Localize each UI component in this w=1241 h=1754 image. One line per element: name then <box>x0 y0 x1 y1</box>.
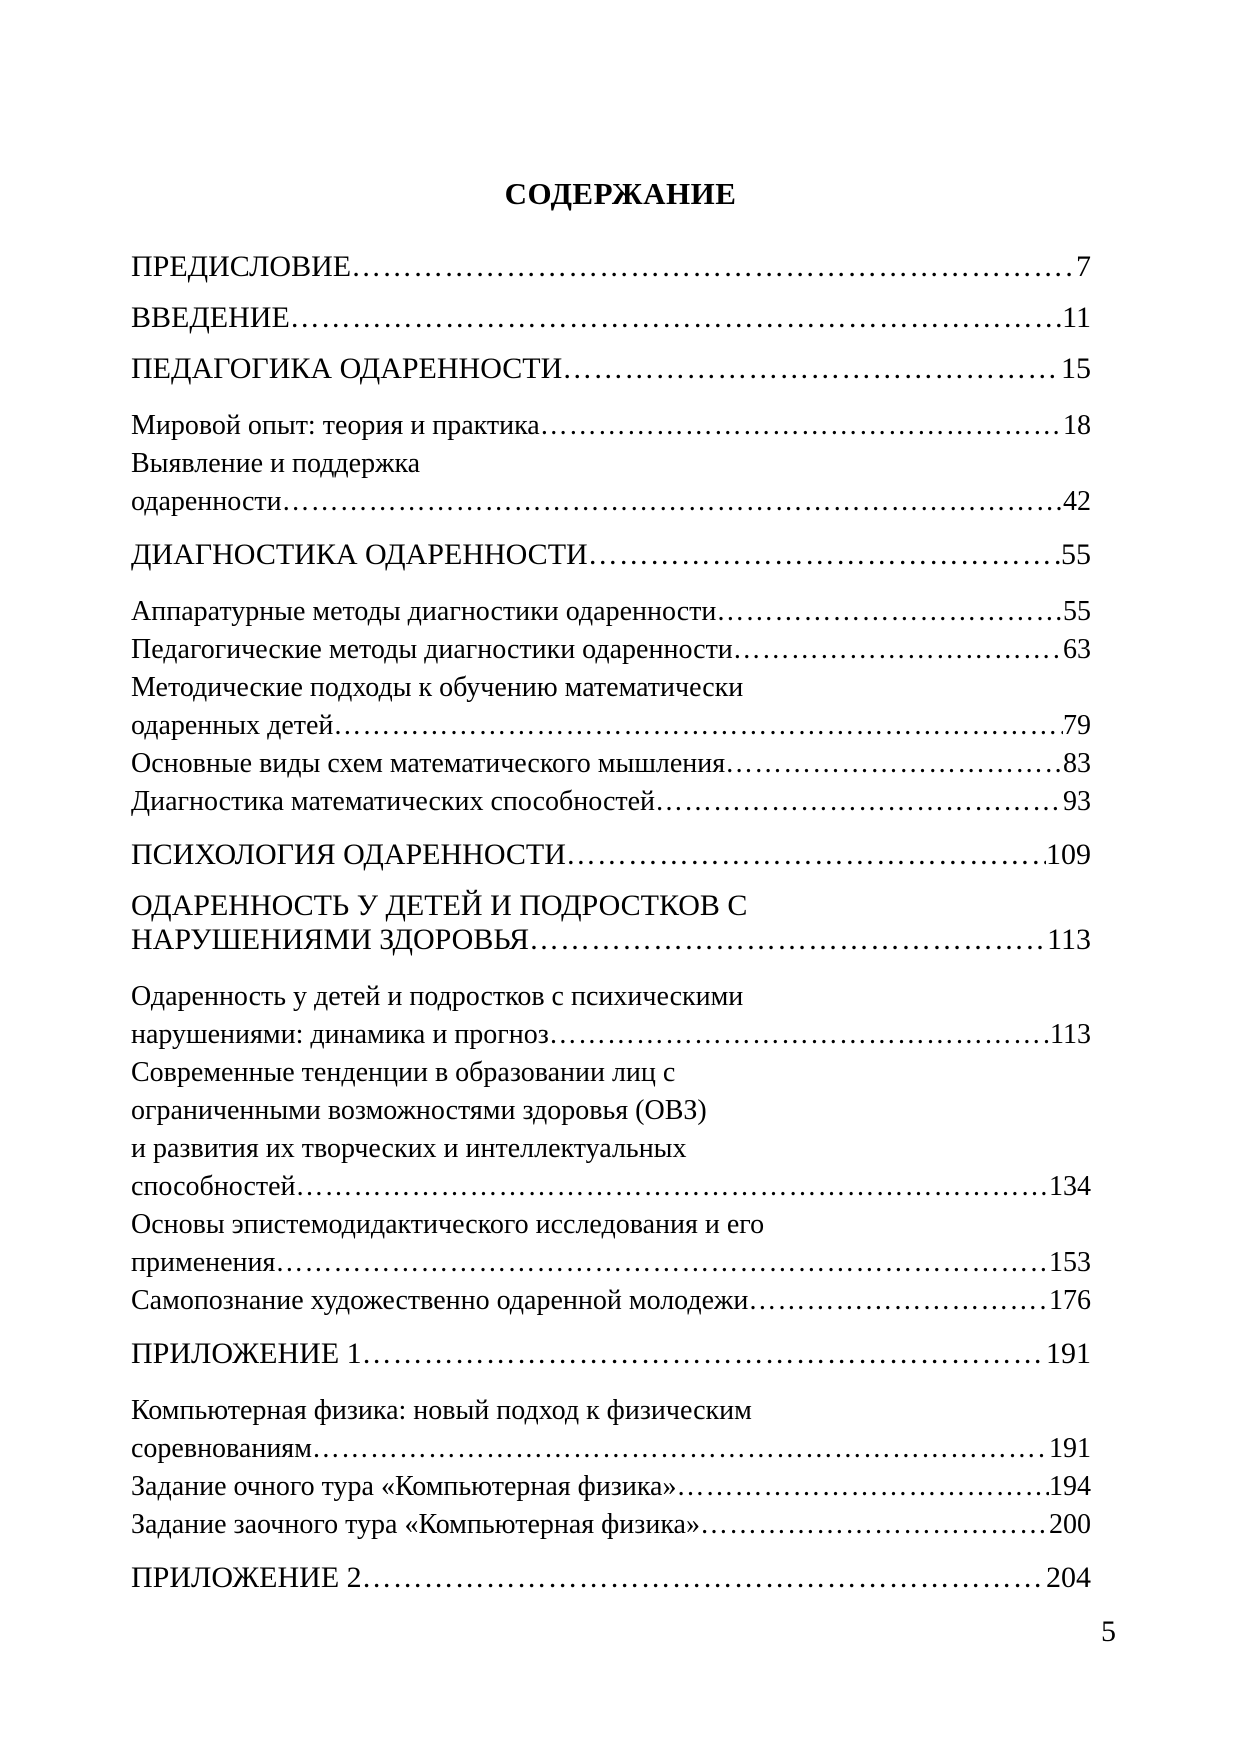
toc-entry-page: 55 <box>1061 538 1091 571</box>
toc-entry-title-line: Диагностика математических способностей <box>131 786 656 817</box>
toc-entry-row <box>131 631 1091 669</box>
toc-entry-title-line: НАРУШЕНИЯМИ ЗДОРОВЬЯ <box>131 923 529 956</box>
toc-entry-title-line: способностей <box>131 1171 296 1202</box>
toc-entry-title-line: ПРИЛОЖЕНИЕ 2 <box>131 1561 362 1594</box>
toc-entry[interactable] <box>131 445 1091 521</box>
page-title: СОДЕРЖАНИЕ <box>504 176 737 211</box>
dot-leader <box>362 1561 1046 1595</box>
toc-entry-title-line: Современные тенденции в образовании лиц с <box>131 1057 676 1088</box>
toc-entry-page: 7 <box>1076 250 1091 283</box>
toc-entry-row <box>131 1337 1091 1371</box>
toc-entry-title-line: Выявление и поддержка <box>131 448 421 479</box>
toc-entry-title-line: одаренных детей <box>131 710 334 741</box>
toc-entry-title-line: ОДАРЕННОСТЬ У ДЕТЕЙ И ПОДРОСТКОВ С <box>131 889 748 922</box>
toc-entry-row <box>131 923 1091 957</box>
toc-entry-title-line: одаренности <box>131 486 282 517</box>
dot-leader <box>351 250 1076 284</box>
toc-entry-title-line: ВВЕДЕНИЕ <box>131 301 290 334</box>
toc-entry-page: 113 <box>1047 923 1091 956</box>
dot-leader <box>549 1016 1050 1054</box>
toc-entry[interactable] <box>131 1468 1091 1506</box>
dot-leader <box>655 783 1063 821</box>
toc-entry-page: 191 <box>1049 1433 1091 1464</box>
dot-leader <box>700 1506 1049 1544</box>
toc-entry-title-line: Основы эпистемодидактического исследования и его <box>131 1209 765 1240</box>
dot-leader <box>562 352 1061 386</box>
dot-leader <box>312 1430 1049 1468</box>
toc-entry-row <box>131 352 1091 386</box>
toc-entry[interactable] <box>131 631 1091 669</box>
dot-leader <box>733 631 1063 669</box>
toc-entry-page: 18 <box>1063 410 1091 441</box>
toc-entry-row <box>131 1282 1091 1320</box>
toc-entry-row <box>131 250 1091 284</box>
toc-entry[interactable] <box>131 301 1091 335</box>
toc-entry-row <box>131 707 1091 745</box>
toc-entry[interactable] <box>131 593 1091 631</box>
toc-entry-title-line: Одаренность у детей и подростков с психическими <box>131 981 744 1012</box>
toc-entry-page: 191 <box>1046 1337 1091 1370</box>
dot-leader <box>588 538 1061 572</box>
toc-entry[interactable] <box>131 407 1091 445</box>
toc-entry-row <box>131 783 1091 821</box>
page-number: 5 <box>1101 1615 1116 1648</box>
toc-entry-row <box>131 483 1091 521</box>
dot-leader <box>529 923 1047 957</box>
toc-entry-title-line: ПЕДАГОГИКА ОДАРЕННОСТИ <box>131 352 563 385</box>
dot-leader <box>296 1168 1049 1206</box>
toc-entry[interactable] <box>131 669 1091 745</box>
toc-entry-title-line: Компьютерная физика: новый подход к физическим <box>131 1395 752 1426</box>
dot-leader <box>290 301 1062 335</box>
toc-entry[interactable] <box>131 889 1091 957</box>
toc-entry-title-line: Задание очного тура «Компьютерная физика» <box>131 1471 677 1502</box>
dot-leader <box>676 1468 1049 1506</box>
toc-entry-page: 42 <box>1063 486 1091 517</box>
dot-leader <box>333 707 1063 745</box>
toc-entry-title-line: применения <box>131 1247 276 1278</box>
toc-entry-page: 11 <box>1062 301 1091 334</box>
toc-entry[interactable] <box>131 838 1091 872</box>
toc-entry-title-line: ПРИЛОЖЕНИЕ 1 <box>131 1337 362 1370</box>
toc-entry[interactable] <box>131 1206 1091 1282</box>
toc-entry-row <box>131 301 1091 335</box>
toc-entry[interactable] <box>131 783 1091 821</box>
dot-leader <box>540 407 1063 445</box>
dot-leader <box>566 838 1046 872</box>
toc-entry[interactable] <box>131 1337 1091 1371</box>
toc-entry-page: 194 <box>1049 1471 1091 1502</box>
toc-entry-title-line: ДИАГНОСТИКА ОДАРЕННОСТИ <box>131 538 588 571</box>
toc-entry[interactable] <box>131 1054 1091 1206</box>
toc-entry-title-line: Задание заочного тура «Компьютерная физика» <box>131 1509 700 1540</box>
toc-entry-title-line: нарушениями: динамика и прогноз <box>131 1019 549 1050</box>
toc-entry[interactable] <box>131 1282 1091 1320</box>
toc-entry[interactable] <box>131 250 1091 284</box>
toc-entry-title-line: Педагогические методы диагностики одаренности <box>131 634 733 665</box>
toc-entry-title-line: ПСИХОЛОГИЯ ОДАРЕННОСТИ <box>131 838 566 871</box>
toc-entry-title-line: Основные виды схем математического мышления <box>131 748 726 779</box>
toc-entry[interactable] <box>131 1561 1091 1595</box>
toc-entry[interactable] <box>131 352 1091 386</box>
toc-entry-title-line: Методические подходы к обучению математически <box>131 672 744 703</box>
toc-entry-page: 83 <box>1063 748 1091 779</box>
toc-entry-title-line: соревнованиям <box>131 1433 312 1464</box>
toc-entry-row <box>131 1168 1091 1206</box>
toc-entry-page: 93 <box>1063 786 1091 817</box>
toc-entry-page: 204 <box>1046 1561 1091 1594</box>
toc-entry-row <box>131 1468 1091 1506</box>
toc-entry-row <box>131 1506 1091 1544</box>
toc-entry-row <box>131 838 1091 872</box>
toc-entry[interactable] <box>131 978 1091 1054</box>
toc-entry[interactable] <box>131 538 1091 572</box>
toc-entry-title-line: ограниченными возможностями здоровья (ОВЗ) <box>131 1095 707 1126</box>
toc-entry-page: 113 <box>1050 1019 1091 1050</box>
toc-entry-row <box>131 593 1091 631</box>
toc-entry-page: 134 <box>1049 1171 1091 1202</box>
toc-entry-row <box>131 1430 1091 1468</box>
toc-entry[interactable] <box>131 1392 1091 1468</box>
toc-entry-row <box>131 1244 1091 1282</box>
toc-entry-page: 153 <box>1049 1247 1091 1278</box>
toc-entry-page: 79 <box>1063 710 1091 741</box>
toc-entry-page: 55 <box>1063 596 1091 627</box>
toc-entry[interactable] <box>131 745 1091 783</box>
toc-entry-row <box>131 407 1091 445</box>
toc-entry-row <box>131 1561 1091 1595</box>
toc-entry-title-line: ПРЕДИСЛОВИЕ <box>131 250 352 283</box>
toc-entry-row <box>131 538 1091 572</box>
dot-leader <box>748 1282 1049 1320</box>
toc-entry-page: 200 <box>1049 1509 1091 1540</box>
dot-leader <box>282 483 1063 521</box>
toc-entry-page: 63 <box>1063 634 1091 665</box>
toc-entry-row <box>131 745 1091 783</box>
toc-entry-title-line: Аппаратурные методы диагностики одаренности <box>131 596 717 627</box>
toc-entry-row <box>131 1016 1091 1054</box>
toc-entry-page: 15 <box>1061 352 1091 385</box>
toc-entry-title-line: Самопознание художественно одаренной молодежи <box>131 1285 749 1316</box>
toc-entry-title-line: Мировой опыт: теория и практика <box>131 410 540 441</box>
dot-leader <box>362 1337 1046 1371</box>
toc-entry[interactable] <box>131 1506 1091 1544</box>
table-of-contents <box>131 250 1091 1595</box>
dot-leader <box>725 745 1063 783</box>
dot-leader <box>275 1244 1049 1282</box>
toc-entry-page: 109 <box>1046 838 1091 871</box>
toc-entry-title-line: и развития их творческих и интеллектуальных <box>131 1133 687 1164</box>
toc-entry-page: 176 <box>1049 1285 1091 1316</box>
dot-leader <box>716 593 1063 631</box>
